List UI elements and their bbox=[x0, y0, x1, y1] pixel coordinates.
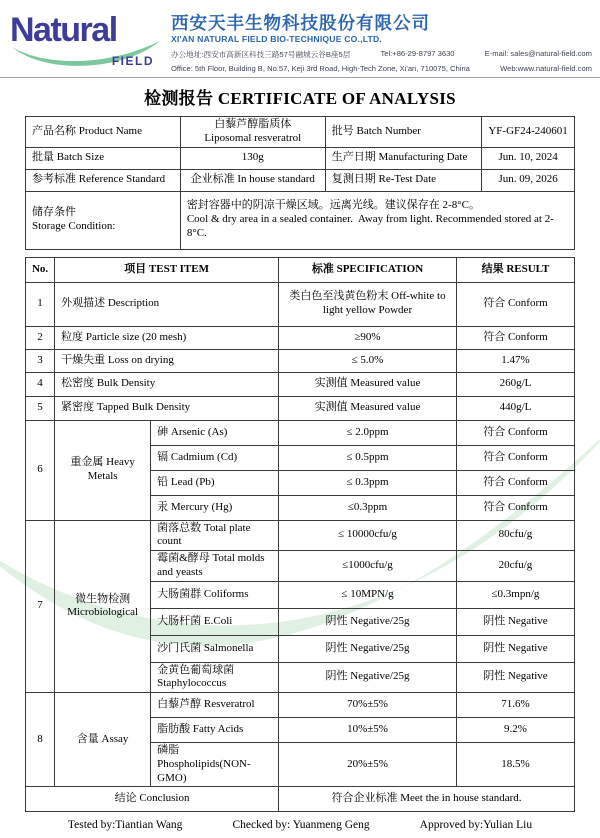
group-label-heavy-metals: 重金属 Heavy Metals bbox=[55, 420, 151, 520]
cell-specification: ≤ 0.3ppm bbox=[279, 470, 457, 495]
table-row bbox=[26, 117, 575, 148]
storage-label-cn: 储存条件 bbox=[32, 206, 76, 219]
table-row bbox=[26, 372, 575, 396]
batch-size-label: 批量 Batch Size bbox=[26, 147, 181, 169]
cell-test-item: 砷 Arsenic (As) bbox=[151, 420, 279, 445]
table-row bbox=[26, 349, 575, 372]
email: E-mail: sales@natural-field.com bbox=[484, 48, 592, 58]
cell-result: 9.2% bbox=[456, 718, 574, 743]
cell-result: 符合 Conform bbox=[456, 282, 574, 326]
cell-specification: 阴性 Negative/25g bbox=[279, 635, 457, 662]
cell-specification: 70%±5% bbox=[279, 693, 457, 718]
signature-line bbox=[25, 819, 575, 831]
cell-specification: ≤1000cfu/g bbox=[279, 551, 457, 582]
mfg-date-value: Jun. 10, 2024 bbox=[482, 147, 575, 169]
batch-number-value: YF-GF24-240601 bbox=[482, 117, 575, 148]
cell-no: 3 bbox=[26, 349, 55, 372]
product-name-value bbox=[180, 117, 325, 148]
cell-test-item: 外观描述 Description bbox=[55, 282, 279, 326]
cell-specification: 阴性 Negative/25g bbox=[279, 662, 457, 693]
ref-standard-label: 参考标准 Reference Standard bbox=[26, 169, 181, 191]
cell-result: 20cfu/g bbox=[456, 551, 574, 582]
cell-result: 阴性 Negative bbox=[456, 608, 574, 635]
table-row bbox=[26, 282, 575, 326]
batch-size-value: 130g bbox=[180, 147, 325, 169]
retest-date-label: 复测日期 Re-Test Date bbox=[325, 169, 481, 191]
cell-specification: 20%±5% bbox=[279, 743, 457, 787]
cell-specification: 实测值 Measured value bbox=[279, 372, 457, 396]
cell-result: 符合 Conform bbox=[456, 495, 574, 520]
header-result: 结果 RESULT bbox=[456, 257, 574, 282]
cell-test-item: 白藜芦醇 Resveratrol bbox=[151, 693, 279, 718]
company-logo bbox=[10, 13, 162, 75]
office-address-en: Office: 5th Floor, Building B, No.57, Keji 3rd Road, High-Tech Zone, Xi'an, 710075, China bbox=[171, 64, 470, 74]
ref-standard-value: 企业标准 In house standard bbox=[180, 169, 325, 191]
cell-result: 80cfu/g bbox=[456, 520, 574, 551]
cell-result: 阴性 Negative bbox=[456, 662, 574, 693]
cell-specification: ≤ 5.0% bbox=[279, 349, 457, 372]
retest-date-value: Jun. 09, 2026 bbox=[482, 169, 575, 191]
cell-no: 7 bbox=[26, 520, 55, 693]
cell-test-item: 脂肪酸 Fatty Acids bbox=[151, 718, 279, 743]
approved-by: Approved by:Yulian Liu bbox=[419, 819, 533, 832]
header-divider bbox=[0, 77, 600, 78]
cell-test-item: 松密度 Bulk Density bbox=[55, 372, 279, 396]
cell-result: 阴性 Negative bbox=[456, 635, 574, 662]
test-results-table bbox=[25, 257, 575, 813]
cell-specification: 类白色至浅黄色粉末 Off-white to light yellow Powder bbox=[279, 282, 457, 326]
cell-specification: ≤ 10MPN/g bbox=[279, 581, 457, 608]
product-name-en: Liposomal resveratrol bbox=[204, 131, 302, 144]
website: Web:www.natural-field.com bbox=[500, 64, 592, 74]
table-header-row bbox=[26, 257, 575, 282]
cell-test-item: 铅 Lead (Pb) bbox=[151, 470, 279, 495]
conclusion-row bbox=[26, 787, 575, 812]
cell-test-item: 金黄色葡萄球菌 Staphylococcus bbox=[151, 662, 279, 693]
header-test-item: 项目 TEST ITEM bbox=[55, 257, 279, 282]
table-row bbox=[26, 169, 575, 191]
company-info bbox=[162, 13, 592, 73]
table-row bbox=[26, 191, 575, 249]
storage-condition-value bbox=[180, 191, 574, 249]
cell-test-item: 大肠菌群 Coliforms bbox=[151, 581, 279, 608]
company-name-en: XI'AN NATURAL FIELD BIO-TECHNIQUE CO.,LTD. bbox=[171, 34, 382, 45]
cell-specification: ≤ 2.0ppm bbox=[279, 420, 457, 445]
cell-no: 5 bbox=[26, 396, 55, 420]
storage-label-en: Storage Condition: bbox=[32, 220, 116, 232]
cell-specification: ≤ 0.5ppm bbox=[279, 445, 457, 470]
cell-no: 2 bbox=[26, 326, 55, 349]
cell-specification: ≤ 10000cfu/g bbox=[279, 520, 457, 551]
cell-test-item: 汞 Mercury (Hg) bbox=[151, 495, 279, 520]
cell-result: 符合 Conform bbox=[456, 326, 574, 349]
conclusion-label: 结论 Conclusion bbox=[26, 787, 279, 812]
checked-by: Checked by: Yuanmeng Geng bbox=[232, 819, 370, 832]
conclusion-value: 符合企业标准 Meet the in house standard. bbox=[279, 787, 575, 812]
cell-test-item: 菌落总数 Total plate count bbox=[151, 520, 279, 551]
cell-test-item: 干燥失重 Loss on drying bbox=[55, 349, 279, 372]
cell-specification: 阴性 Negative/25g bbox=[279, 608, 457, 635]
office-address-cn: 办公地址:西安市高新区科技三路57号融城云谷B座5层 bbox=[171, 49, 351, 59]
cell-result: 18.5% bbox=[456, 743, 574, 787]
logo-natural-wordmark: Natural bbox=[10, 11, 117, 49]
cell-no: 6 bbox=[26, 420, 55, 520]
cell-result: ≤0.3mpn/g bbox=[456, 581, 574, 608]
storage-condition-label bbox=[26, 191, 181, 249]
logo-field-label: FIELD bbox=[111, 54, 154, 68]
cell-specification: ≤0.3ppm bbox=[279, 495, 457, 520]
table-row bbox=[26, 147, 575, 169]
product-name-cn: 白藜芦醇脂质体 bbox=[214, 118, 292, 130]
table-row bbox=[26, 420, 575, 445]
cell-specification: 10%±5% bbox=[279, 718, 457, 743]
group-label-assay: 含量 Assay bbox=[55, 693, 151, 787]
mfg-date-label: 生产日期 Manufacturing Date bbox=[325, 147, 481, 169]
cell-no: 4 bbox=[26, 372, 55, 396]
table-row bbox=[26, 396, 575, 420]
document-title: 检测报告 CERTIFICATE OF ANALYSIS bbox=[144, 89, 456, 108]
cell-test-item: 紧密度 Tapped Bulk Density bbox=[55, 396, 279, 420]
cell-result: 1.47% bbox=[456, 349, 574, 372]
header-no: No. bbox=[26, 257, 55, 282]
header-specification: 标准 SPECIFICATION bbox=[279, 257, 457, 282]
cell-no: 8 bbox=[26, 693, 55, 787]
product-info-table bbox=[25, 116, 575, 250]
cell-test-item: 磷脂 Phospholipids(NON-GMO) bbox=[151, 743, 279, 787]
contact-row-1 bbox=[171, 49, 592, 60]
cell-no: 1 bbox=[26, 282, 55, 326]
table-row bbox=[26, 326, 575, 349]
tested-by: Tested by:Tiantian Wang bbox=[67, 819, 183, 832]
table-row bbox=[26, 520, 575, 551]
cell-test-item: 镉 Cadmium (Cd) bbox=[151, 445, 279, 470]
company-name-cn: 西安天丰生物科技股份有限公司 bbox=[171, 13, 430, 33]
cell-result: 符合 Conform bbox=[456, 445, 574, 470]
cell-specification: 实测值 Measured value bbox=[279, 396, 457, 420]
cell-specification: ≥90% bbox=[279, 326, 457, 349]
cell-result: 符合 Conform bbox=[456, 470, 574, 495]
telephone: Tel:+86-29-8797 3630 bbox=[380, 48, 455, 58]
cell-test-item: 霉菌&酵母 Total molds and yeasts bbox=[151, 551, 279, 582]
storage-value-cn: 密封容器中的阴凉干燥区域。远离光线。建议保存在 2-8°C。 bbox=[186, 199, 480, 212]
product-name-label: 产品名称 Product Name bbox=[26, 117, 181, 148]
letterhead bbox=[0, 0, 600, 73]
cell-result: 71.6% bbox=[456, 693, 574, 718]
contact-row-2 bbox=[171, 64, 592, 73]
batch-number-label: 批号 Batch Number bbox=[325, 117, 481, 148]
group-label-microbiological: 微生物检测 Microbiological bbox=[55, 520, 151, 693]
table-row bbox=[26, 693, 575, 718]
cell-result: 260g/L bbox=[456, 372, 574, 396]
cell-result: 440g/L bbox=[456, 396, 574, 420]
storage-value-en: Cool & dry area in a sealed container. Away from light. Recommended stored at 2-8°C. bbox=[186, 213, 554, 239]
cell-test-item: 沙门氏菌 Salmonella bbox=[151, 635, 279, 662]
cell-test-item: 大肠杆菌 E.Coli bbox=[151, 608, 279, 635]
cell-result: 符合 Conform bbox=[456, 420, 574, 445]
cell-test-item: 粒度 Particle size (20 mesh) bbox=[55, 326, 279, 349]
